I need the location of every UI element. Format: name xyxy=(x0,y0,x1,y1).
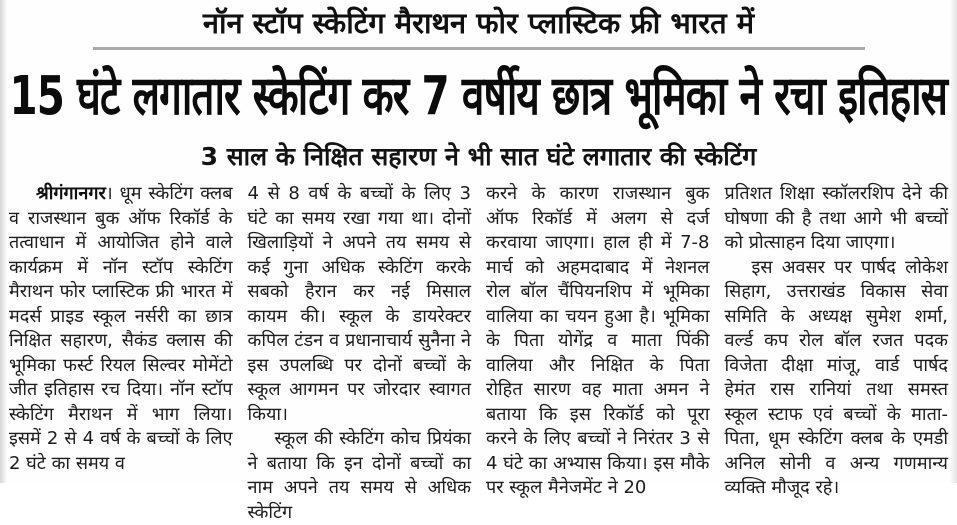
article-column-2 xyxy=(248,182,472,525)
article-column-4 xyxy=(725,182,949,525)
paragraph: इस अवसर पर पार्षद लोकेश सिहाग, उत्तराखंड विकास सेवा समिति के अध्यक्ष सुमेश शर्मा, वर्ल्ड कप रोल बॉल रजत पदक विजेता दीक्षा मांजू, वार्ड पार्षद हेमंत रास रानियां तथा समस्त स्कूल स्टाफ एवं बच्चों के माता-पिता, धूम स्केटिंग क्लब के एमडी अनिल सोनी व अन्य गणमान्य व्यक्ति मौजूद रहे। xyxy=(724,256,948,499)
paragraph: श्रीगंगानगर। धूम स्केटिंग क्लब व राजस्थान बुक ऑफ रिकॉर्ड के तत्वाधान में आयोजित होने वाले कार्यक्रम में नॉन स्टॉप स्केटिंग मैराथन फोर प्लास्टिक फ्री भारत में मदर्स प्राइड स्कूल नर्सरी का छात्र निक्षित सहारण, सैकंड क्लास की भूमिका फर्स्ट रियल सिल्वर मोमेंटो जीत इतिहास रच दिया। नॉन स्टॉप स्केटिंग मैराथन में भाग लिया। इसमें 2 से 4 वर्ष के बच्चों के लिए 2 घंटे का समय व xyxy=(9,183,233,474)
main-headline-row xyxy=(0,50,957,138)
paragraph: करने के कारण राजस्थान बुक ऑफ रिकॉर्ड में अलग से दर्ज करवाया जाएगा। हाल ही में 7-8 मार्च को अहमदाबाद में नेशनल रोल बॉल चैंपियनशिप में भूमिका वालिया का चयन हुआ है। भूमिका के पिता योगेंद्र व माता पिंकी वालिया और निक्षित के पिता रोहित सारण वह माता अमन ने बताया कि इस रिकॉर्ड को पूरा करने के लिए बच्चों ने निरंतर 3 से 4 घंटे का अभ्यास किया। इस मौके पर स्कूल मैनेजमेंट ने 20 xyxy=(486,183,710,499)
paragraph: स्कूल की स्केटिंग कोच प्रियंका ने बताया कि इन दोनों बच्चों का नाम अपने तय समय से अधिक स्केटिंग xyxy=(247,428,471,523)
sub-headline: 3 साल के निक्षित सहारण ने भी सात घंटे लगातार की स्केटिंग xyxy=(200,141,757,171)
paragraph: प्रतिशत शिक्षा स्कॉलरशिप देने की घोषणा की है तथा आगे भी बच्चों को प्रोत्साहन दिया जाएगा। xyxy=(724,183,948,254)
main-headline: 15 घंटे लगातार स्केटिंग कर 7 वर्षीय छात्र भूमिका ने रचा इतिहास xyxy=(9,64,948,128)
article-column-1 xyxy=(9,182,233,525)
dateline: श्रीगंगानगर xyxy=(36,183,106,205)
kicker-headline: नॉन स्टॉप स्केटिंग मैराथन फोर प्लास्टिक फ्री भारत में xyxy=(202,6,755,40)
article-body xyxy=(0,173,957,525)
article-column-3 xyxy=(486,182,710,525)
paragraph: 4 से 8 वर्ष के बच्चों के लिए 3 घंटे का समय रखा गया था। दोनों खिलाड़ियों ने अपने तय समय से कई गुना अधिक स्केटिंग करके सबको हैरान कर नई मिसाल कायम की। स्कूल के डायरेक्टर कपिल टंडन व प्रधानाचार्य सुनैना ने इस उपलब्धि पर दोनों बच्चों के स्कूल आगमन पर जोरदार स्वागत किया। xyxy=(247,183,471,425)
